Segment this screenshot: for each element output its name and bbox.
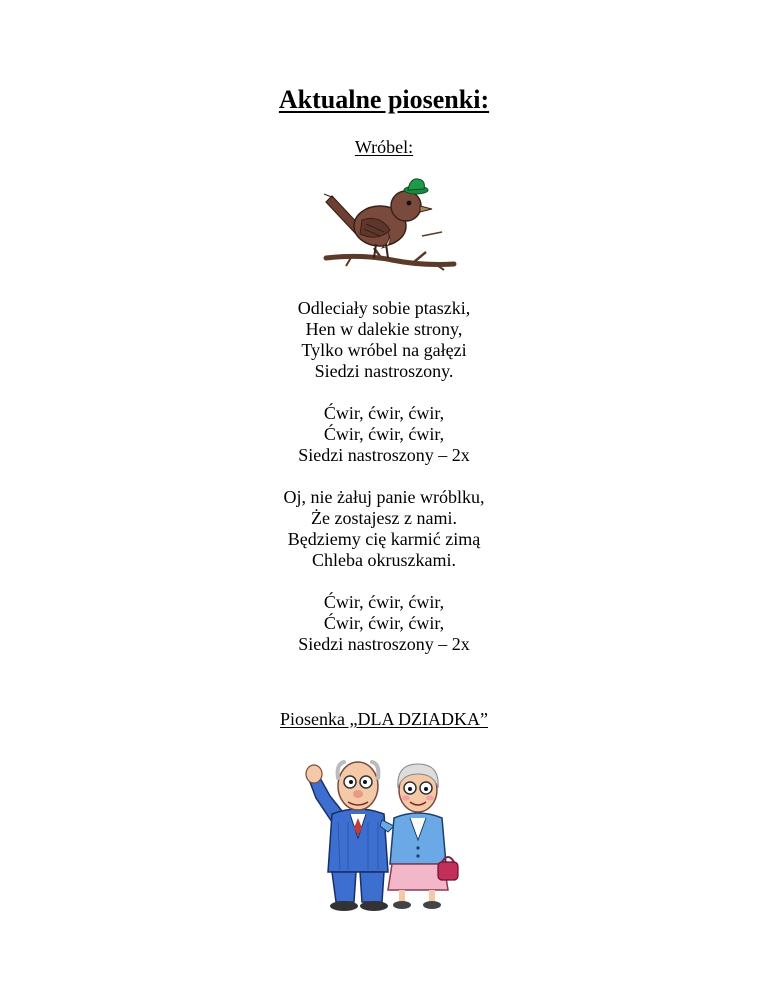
lyric-line: Chleba okruszkami. <box>312 550 456 570</box>
lyrics-wrobel <box>0 298 768 655</box>
bird-illustration <box>322 176 458 272</box>
lyric-line: Ćwir, ćwir, ćwir, <box>323 403 445 423</box>
page-title: Aktualne piosenki: <box>278 85 490 114</box>
lyric-line: Siedzi nastroszony – 2x <box>298 634 470 654</box>
lyric-line: Będziemy cię karmić zimą <box>287 529 481 549</box>
branch <box>326 248 454 270</box>
lyric-line: Ćwir, ćwir, ćwir, <box>323 424 445 444</box>
stanza-4 <box>0 592 768 655</box>
lyric-line: Siedzi nastroszony – 2x <box>298 445 470 465</box>
lyric-line: Siedzi nastroszony. <box>314 361 454 381</box>
lyric-line: Hen w dalekie strony, <box>305 319 463 339</box>
lyric-line: Oj, nie żałuj panie wróblku, <box>283 487 485 507</box>
lyric-line: Odleciały sobie ptaszki, <box>297 298 471 318</box>
stanza-3 <box>0 487 768 571</box>
grandma <box>380 764 458 909</box>
bird <box>324 179 442 258</box>
lyric-line: Że zostajesz z nami. <box>311 508 457 528</box>
song-title-dla-dziadka: Piosenka „DLA DZIADKA” <box>280 709 488 729</box>
song-title-wrobel: Wróbel: <box>354 137 414 157</box>
grandparents-illustration <box>302 752 466 914</box>
lyric-line: Tylko wróbel na gałęzi <box>301 340 467 360</box>
lyric-line: Ćwir, ćwir, ćwir, <box>323 592 445 612</box>
grandpa <box>306 762 388 911</box>
stanza-2 <box>0 403 768 466</box>
stanza-1 <box>0 298 768 382</box>
lyric-line: Ćwir, ćwir, ćwir, <box>323 613 445 633</box>
